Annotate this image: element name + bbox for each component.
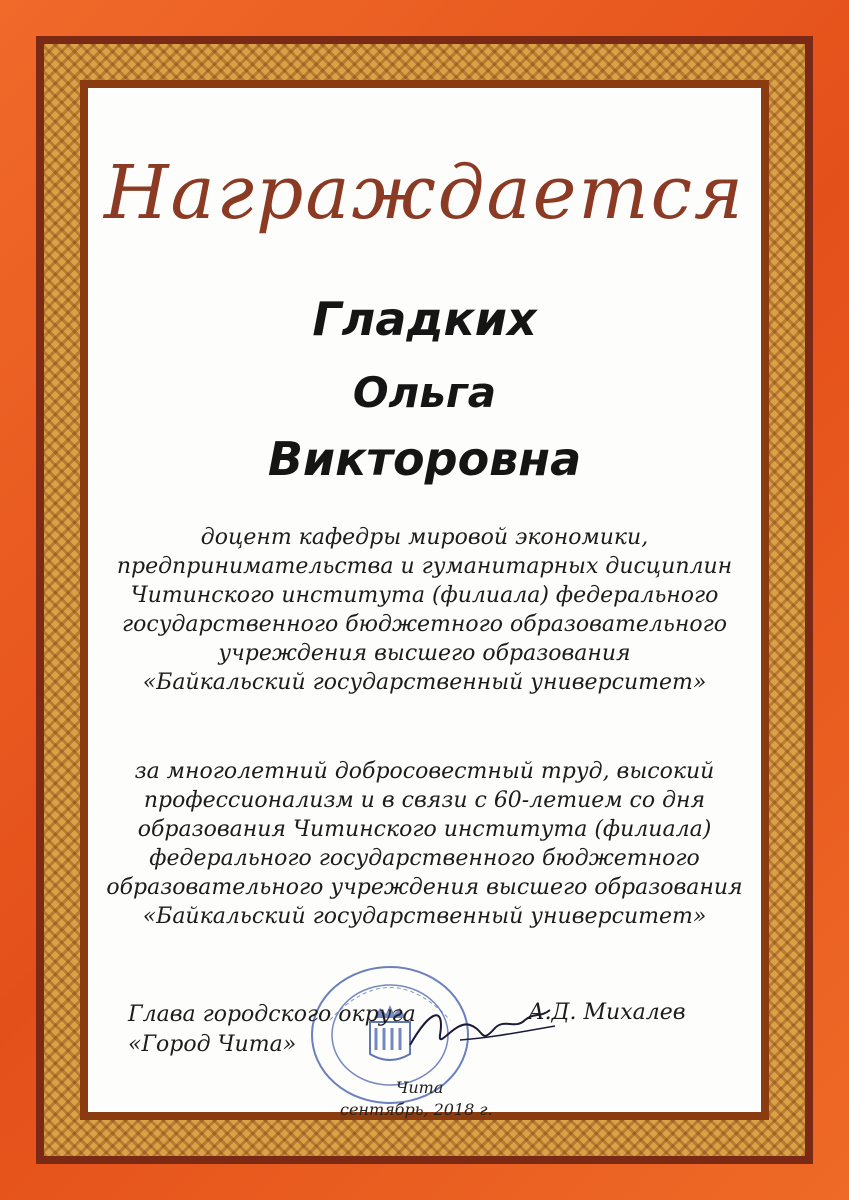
signatory-name: А.Д. Михалев [528, 1000, 686, 1025]
position-line: учреждения высшего образования [218, 641, 631, 666]
issue-date: сентябрь, 2018 г. [340, 1100, 493, 1119]
recipient-patronymic: Викторовна [267, 432, 582, 486]
position-line: «Байкальский государственный университет» [142, 670, 707, 695]
award-reason [0, 757, 849, 931]
reason-line: образования Читинского института (филиала) [137, 817, 712, 842]
signatory-title-line-2: «Город Чита» [128, 1032, 297, 1057]
signatory-title-line-1: Глава городского округа [128, 1002, 416, 1027]
issue-place: Чита [396, 1078, 444, 1097]
signatory-title [128, 1000, 416, 1060]
position-line: доцент кафедры мировой экономики, [200, 525, 649, 550]
recipient-surname: Гладких [312, 292, 537, 346]
reason-line: федерального государственного бюджетного [149, 846, 700, 871]
recipient-first-name: Ольга [352, 368, 497, 417]
position-line: Читинского института (филиала) федерального [130, 583, 719, 608]
recipient-position [0, 523, 849, 697]
reason-line: «Байкальский государственный университет» [142, 904, 707, 929]
position-line: предпринимательства и гуманитарных дисциплин [116, 554, 733, 579]
certificate-title: Награждается [103, 150, 746, 236]
position-line: государственного бюджетного образовательного [122, 612, 727, 637]
reason-line: образовательного учреждения высшего образования [106, 875, 743, 900]
reason-line: профессионализм и в связи с 60-летием со дня [143, 788, 706, 813]
reason-line: за многолетний добросовестный труд, высокий [134, 759, 715, 784]
